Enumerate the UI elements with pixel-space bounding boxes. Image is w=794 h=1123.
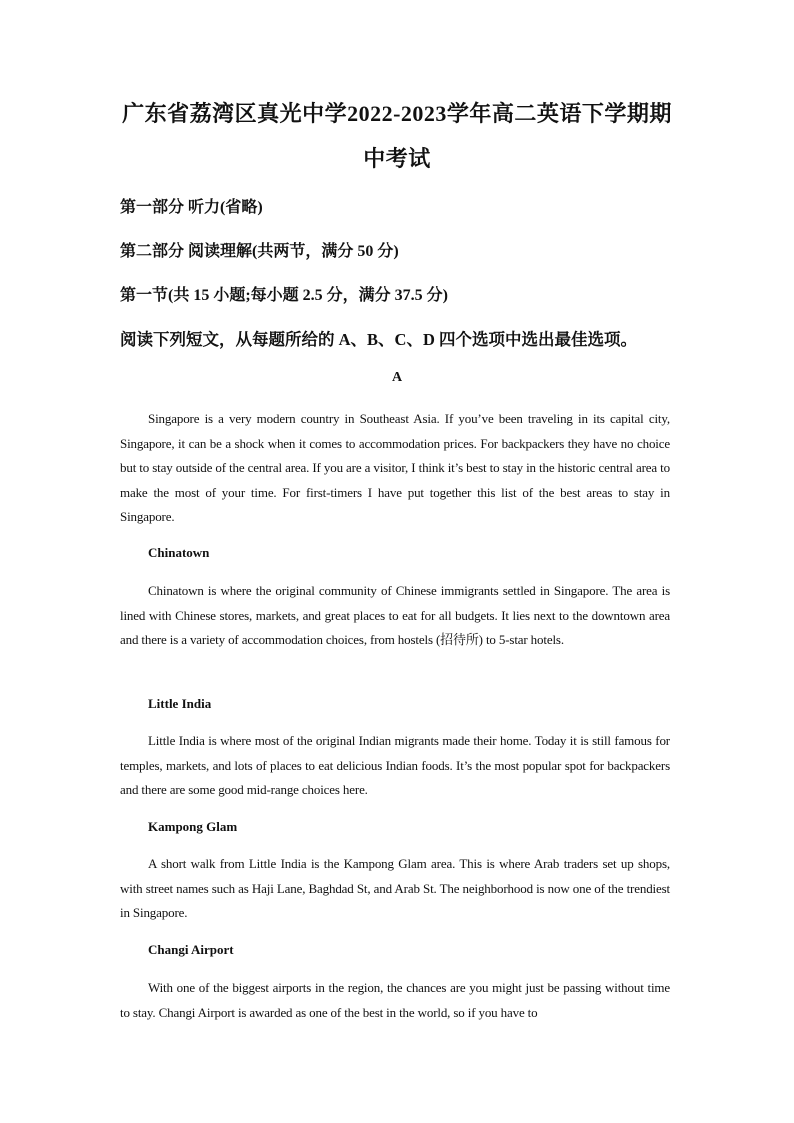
section-heading-chinatown: Chinatown: [148, 545, 210, 560]
intro-paragraph: Singapore is a very modern country in Southeast Asia. If you’ve been traveling in its capital city, Singapore, it can be a shock when it comes to accommodation prices. For backpackers they have no choice but to stay outside of the central area. If you are a visitor, I think it’s best to stay in the historic central area to make the most of your time. For first-timers I have put together this list of the best areas to stay in Singapore.: [120, 411, 670, 525]
document-title-line-1: 广东省荔湾区真光中学2022-2023学年高二英语下学期期: [122, 101, 672, 126]
instruction-text: 阅读下列短文，从每题所给的 A、B、C、D 四个选项中选出最佳选项。: [120, 330, 638, 349]
section-body-little-india: Little India is where most of the original Indian migrants made their home. Today it is still famous for temples, markets, and lots of places to eat delicious Indian foods. It’s the most popular spot for backpackers and there are some good mid-range choices here.: [120, 733, 670, 798]
passage-letter: A: [391, 370, 403, 385]
part-one-heading: 第一部分 听力(省略): [120, 199, 263, 216]
part-two-heading: 第二部分 阅读理解(共两节，满分 50 分): [120, 243, 399, 260]
section-body-changi-airport: With one of the biggest airports in the region, the chances are you might just be passing without time to stay. Changi Airport is awarded as one of the best in the world, so if you have to: [120, 980, 670, 1020]
section-body-chinatown: Chinatown is where the original community of Chinese immigrants settled in Singapore. The area is lined with Chinese stores, markets, and great places to eat for all budgets. It lies next to the downtown area and there is a variety of accommodation choices, from hostels (招待所) to 5-star hotels.: [120, 583, 670, 648]
section-heading-kampong-glam: Kampong Glam: [148, 819, 238, 834]
section-one-heading: 第一节(共 15 小题;每小题 2.5 分，满分 37.5 分): [120, 287, 448, 304]
section-body-kampong-glam: A short walk from Little India is the Kampong Glam area. This is where Arab traders set up shops, with street names such as Haji Lane, Baghdad St, and Arab St. The neighborhood is now one of the trendiest in Singapore.: [120, 856, 670, 921]
section-heading-changi-airport: Changi Airport: [148, 942, 234, 957]
document-title-line-2: 中考试: [363, 146, 431, 171]
section-heading-little-india: Little India: [148, 696, 212, 711]
